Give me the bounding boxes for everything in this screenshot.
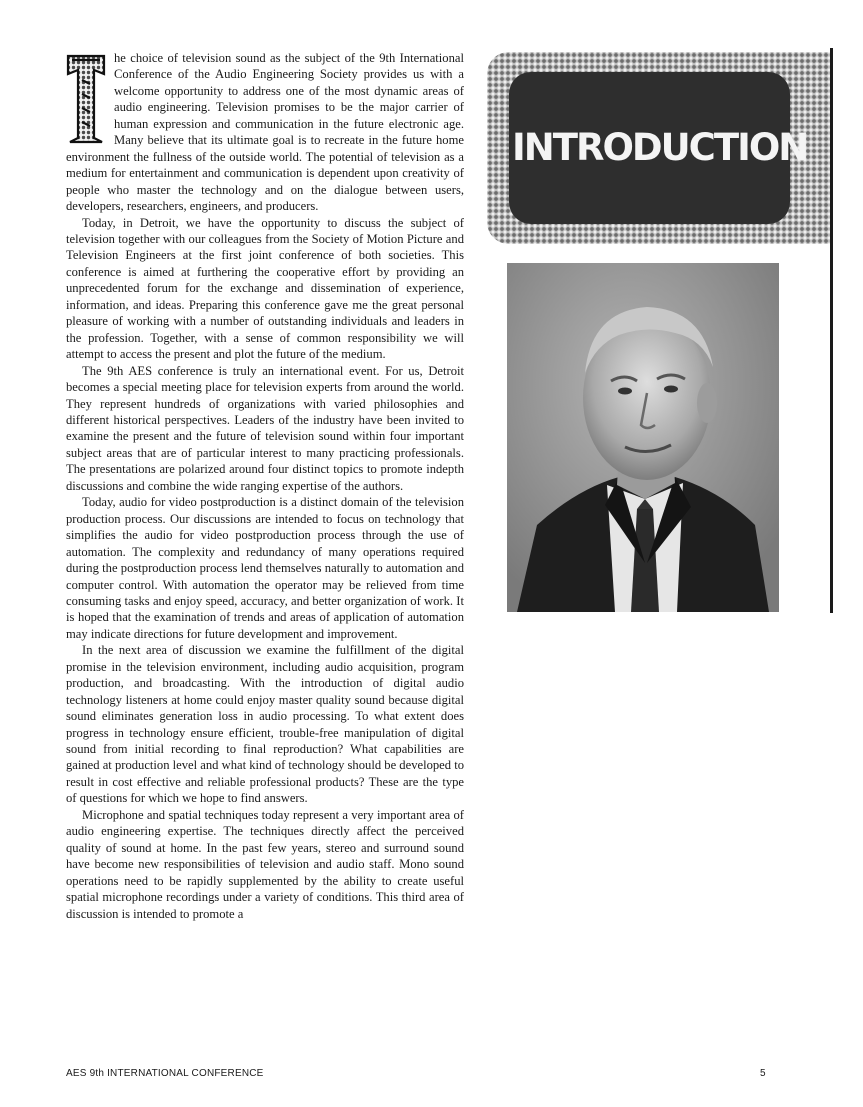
page-title: INTRODUCTION [512, 126, 808, 169]
introduction-body-text [66, 50, 464, 922]
paragraph-1 [66, 50, 464, 215]
paragraph-1-text: he choice of television sound as the subject of the 9th International Conference of the Audio Engineering Society provides us with a welcome opportunity to address one of the most dynamic areas of audio engineering. Television promises to be the major carrier of human expression and communication in the future electronic age. Many believe that its ultimate goal is to recreate in the future home environment the fullness of the outside world. The potential of television as a medium for entertainment and communication is dependent upon creativity of people who master the technology and on the dialogue between users, developers, researchers, engineers, and producers. [66, 51, 464, 214]
paragraph-5: In the next area of discussion we examine the fulfillment of the digital promise in the television environment, including audio acquisition, program production, and broadcasting. With the introduction of digital audio technology listeners at home could enjoy master quality sound because digital sound eliminates generation loss in audio processing. To what extent does progress in technology ensure efficient, trouble-free manipulation of digital sound from initial recording to final reproduction? What capabilities are gained at production level and what kind of technology should be developed to result in cost effective and reliable professional products? These are the type of questions for which we hope to find answers. [66, 643, 465, 806]
paragraph-4: Today, audio for video postproduction is a distinct domain of the television production process. Our discussions are intended to focus on technology that simplifies the audio for video postproduction process through the use of automation. The complexity and redundancy of many operations required during the postproduction process lend themselves naturally to automation and computer control. With automation the operator may be relieved from time consuming tasks and enjoy speed, accuracy, and better organization of work. It is hoped that the examination of trends and areas of application of automation may indicate directions for future development and improvement. [66, 495, 464, 641]
drop-cap-letter [66, 50, 106, 146]
footer-page-number: 5 [760, 1068, 766, 1079]
right-edge-rule [830, 48, 833, 613]
title-banner [487, 52, 832, 244]
author-portrait-photo [507, 263, 779, 612]
footer-conference-name: AES 9th INTERNATIONAL CONFERENCE [66, 1068, 264, 1079]
paragraph-3: The 9th AES conference is truly an international event. For us, Detroit becomes a special meeting place for television experts from around the world. They represent hundreds of organizations with varied philosophies and different historical perspectives. Leaders of the industry have been invited to examine the present and the future of television sound within four important subject areas that are of particular interest to many practicing professionals. The presentations are polarized around four distinct topics to promote indepth discussions and combine the wide ranging expertise of the authors. [66, 363, 464, 493]
paragraph-6: Microphone and spatial techniques today represent a very important area of audio engineering expertise. The techniques directly affect the perceived quality of sound at home. In the past few years, stereo and surround sound have become new responsibilities of television and audio staff. Mono sound operations need to be rapidly supplemented by the ability to create useful spatial microphone recordings under a variety of conditions. This third area of discussion is intended to promote a [66, 807, 464, 921]
paragraph-2: Today, in Detroit, we have the opportunity to discuss the subject of television together with our colleagues from the Society of Motion Picture and Television Engineers at the first joint conference of both societies. This conference is aimed at furthering the cooperative effort by providing an unprecedented forum for the exchange and dissemination of experience, information, and ideas. Preparing this conference gave me the great personal pleasure of working with a number of outstanding individuals and leaders in the profession. Together, with a sense of common responsibility we will attempt to access the present and plot the future of the medium. [66, 215, 464, 362]
